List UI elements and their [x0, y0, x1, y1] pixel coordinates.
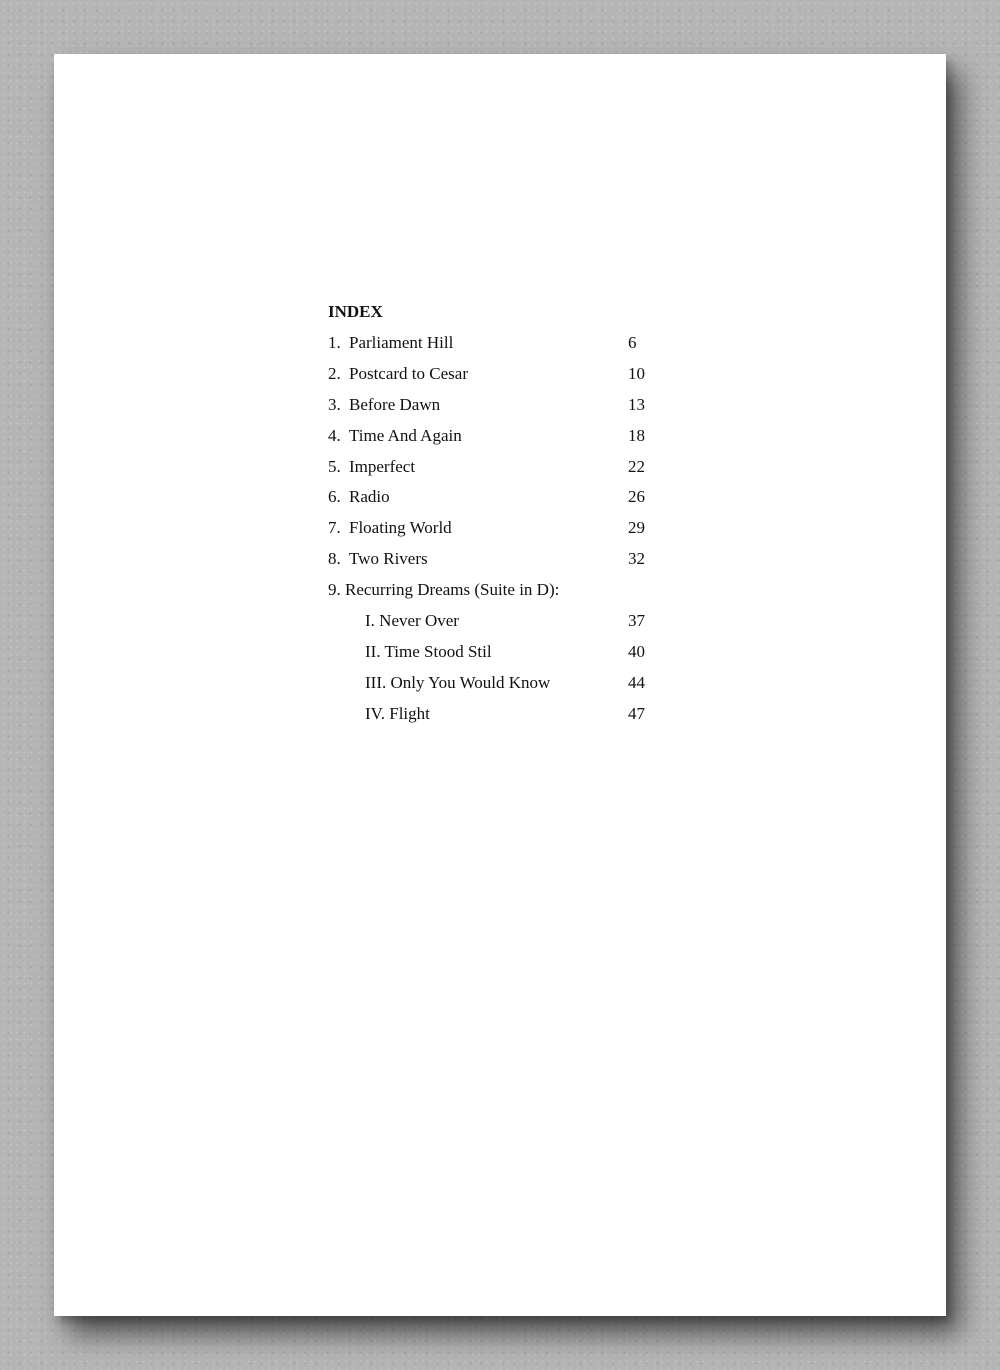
- index-title: INDEX: [328, 302, 383, 321]
- entry-title: Floating World: [349, 518, 452, 538]
- entry-number: 1.: [328, 333, 341, 352]
- index-entry: [328, 547, 688, 578]
- entry-number: 2.: [328, 363, 341, 383]
- index-entry: [328, 455, 688, 486]
- suite-movement: [328, 609, 688, 640]
- entry-title: Time And Again: [349, 425, 462, 445]
- movement-page: 47: [628, 703, 645, 723]
- entry-title: Two Rivers: [349, 549, 428, 569]
- entry-number: 7.: [328, 518, 341, 538]
- entry-title: Imperfect: [349, 456, 416, 476]
- entry-page: 18: [628, 425, 645, 445]
- movement-title: I. Never Over: [365, 611, 459, 631]
- suite-movement: [328, 702, 688, 733]
- entry-page: 6: [628, 333, 637, 352]
- entry-number: 6.: [328, 487, 341, 507]
- movement-title: III. Only You Would Know: [365, 672, 551, 692]
- suite-movement: [328, 671, 688, 702]
- entry-page: 10: [628, 363, 645, 383]
- entry-number: 8.: [328, 549, 341, 569]
- index-entry: [328, 393, 688, 424]
- entry-page: 13: [628, 394, 645, 414]
- movement-page: 40: [628, 641, 645, 661]
- movement-page: 37: [628, 611, 645, 631]
- suite-entry: [328, 578, 688, 609]
- movement-page: 44: [628, 672, 645, 692]
- suite-heading: 9. Recurring Dreams (Suite in D):: [328, 580, 560, 600]
- entry-title: Postcard to Cesar: [349, 363, 468, 383]
- index-entry: [328, 485, 688, 516]
- movement-title: II. Time Stood Stil: [365, 641, 492, 661]
- entry-page: 26: [628, 487, 645, 507]
- suite-movement: [328, 640, 688, 671]
- entry-page: 32: [628, 549, 645, 569]
- entry-number: 4.: [328, 425, 341, 445]
- index-entry: [328, 331, 688, 362]
- index-section: [328, 300, 688, 733]
- entry-number: 5.: [328, 456, 341, 476]
- entry-number: 3.: [328, 394, 341, 414]
- entry-title: Before Dawn: [349, 394, 441, 414]
- entry-page: 22: [628, 456, 645, 476]
- entry-page: 29: [628, 518, 645, 538]
- index-entry: [328, 362, 688, 393]
- index-entry: [328, 424, 688, 455]
- entry-title: Radio: [349, 487, 390, 507]
- index-entry: [328, 516, 688, 547]
- entry-title: Parliament Hill: [349, 333, 454, 352]
- movement-title: IV. Flight: [365, 703, 430, 723]
- document-page: [54, 54, 946, 1316]
